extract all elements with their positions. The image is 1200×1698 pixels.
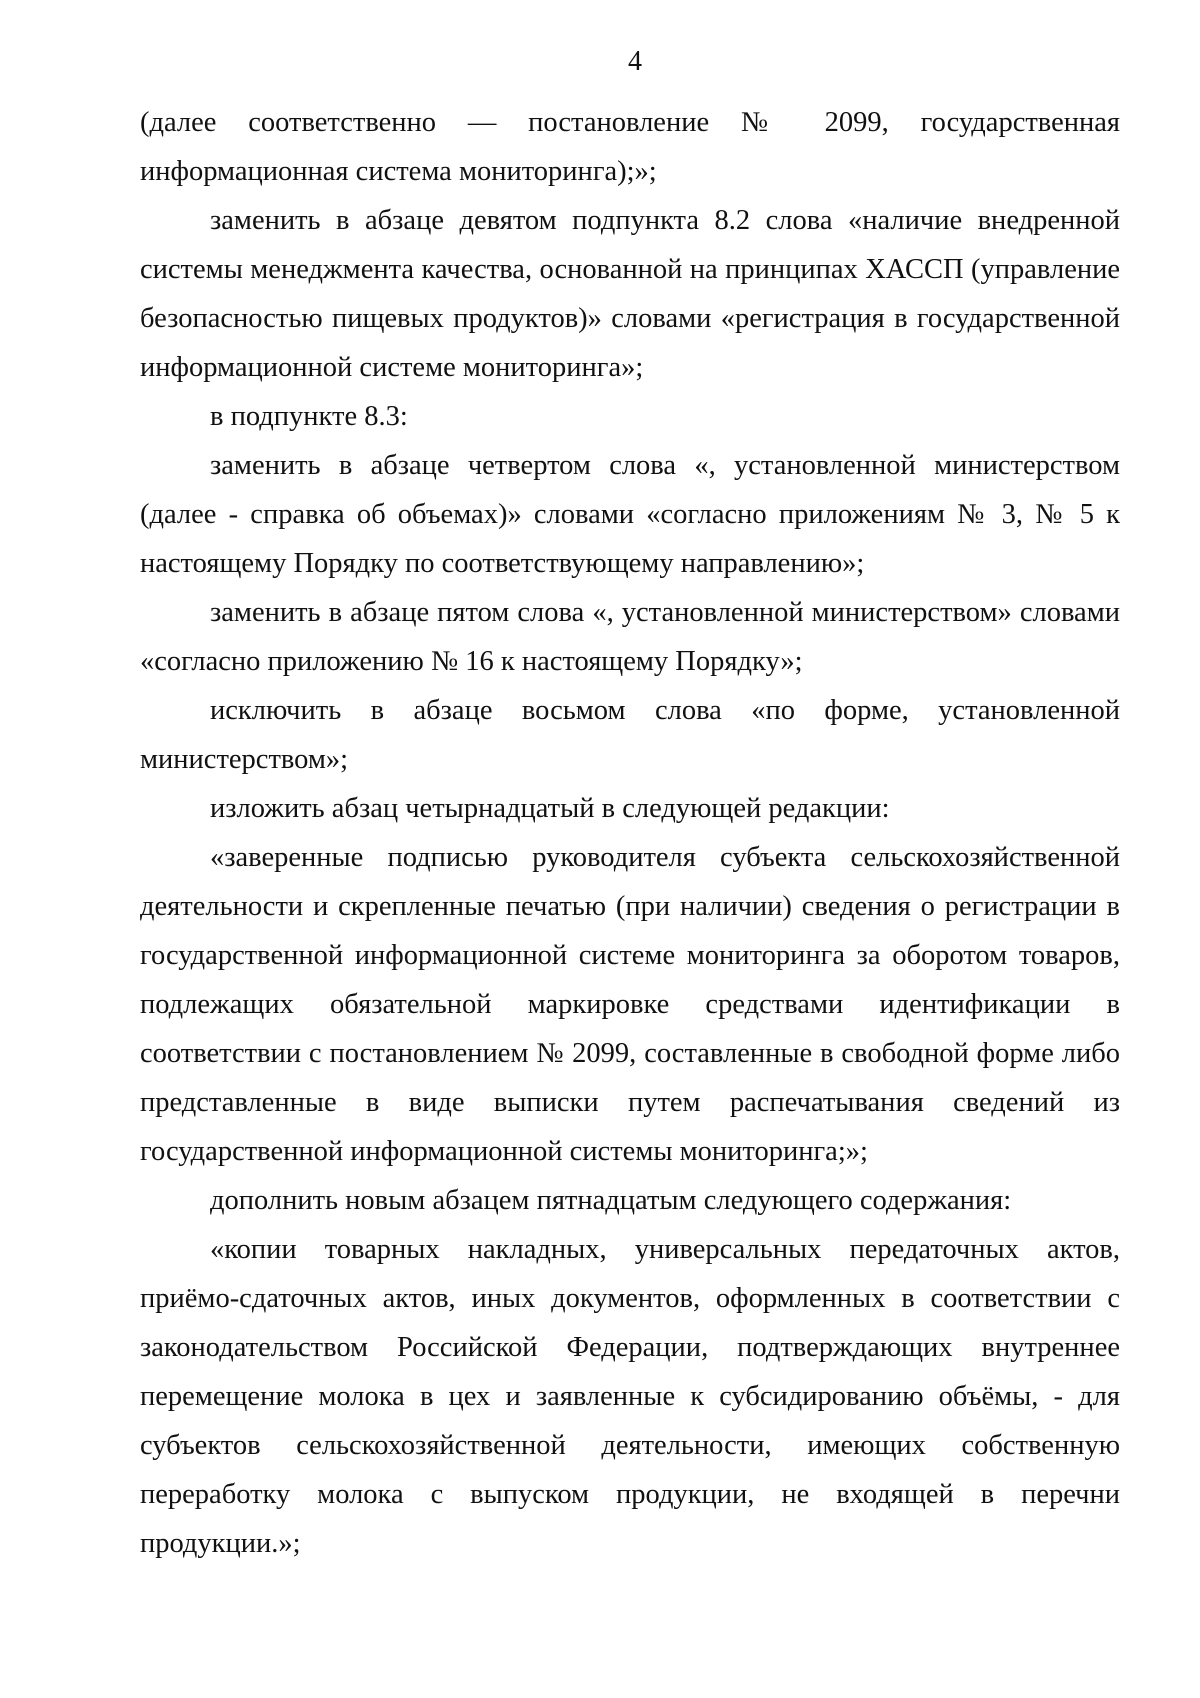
paragraph-4: заменить в абзаце четвертом слова «, установленной министерством (далее - справка об объемах)» словами «согласно приложениям № 3, № 5 к настоящему Порядку по соответствующему направлению»; <box>140 450 1120 579</box>
paragraph-6: исключить в абзаце восьмом слова «по форме, установленной министерством»; <box>140 695 1120 775</box>
paragraph-5: заменить в абзаце пятом слова «, установленной министерством» словами «согласно приложению № 16 к настоящему Порядку»; <box>140 597 1120 677</box>
paragraph-1: (далее соответственно — постановление № 2099, государственная информационная система мониторинга);»; <box>140 107 1120 187</box>
paragraph-10: «копии товарных накладных, универсальных передаточных актов, приёмо-сдаточных актов, иных документов, оформленных в соответствии с законодательством Российской Федерации, подтверждающих внутреннее перемещение молока в цех и заявленные к субсидированию объёмы, - для субъектов сельскохозяйственной деятельности, имеющих собственную переработку молока с выпуском продукции, не входящей в перечни продукции.»; <box>140 1234 1120 1559</box>
page-number: 4 <box>628 46 642 77</box>
paragraph-9: дополнить новым абзацем пятнадцатым следующего содержания: <box>210 1185 1012 1216</box>
document-body <box>140 98 1120 1568</box>
paragraph-2: заменить в абзаце девятом подпункта 8.2 слова «наличие внедренной системы менеджмента качества, основанной на принципах ХАССП (управление безопасностью пищевых продуктов)» словами «регистрация в государственной информационной системе мониторинга»; <box>140 205 1120 383</box>
paragraph-7: изложить абзац четырнадцатый в следующей редакции: <box>210 793 890 824</box>
paragraph-3: в подпункте 8.3: <box>210 401 408 432</box>
paragraph-8: «заверенные подписью руководителя субъекта сельскохозяйственной деятельности и скрепленные печатью (при наличии) сведения о регистрации в государственной информационной системе мониторинга за оборотом товаров, подлежащих обязательной маркировке средствами идентификации в соответствии с постановлением № 2099, составленные в свободной форме либо представленные в виде выписки путем распечатывания сведений из государственной информационной системы мониторинга;»; <box>140 842 1120 1167</box>
